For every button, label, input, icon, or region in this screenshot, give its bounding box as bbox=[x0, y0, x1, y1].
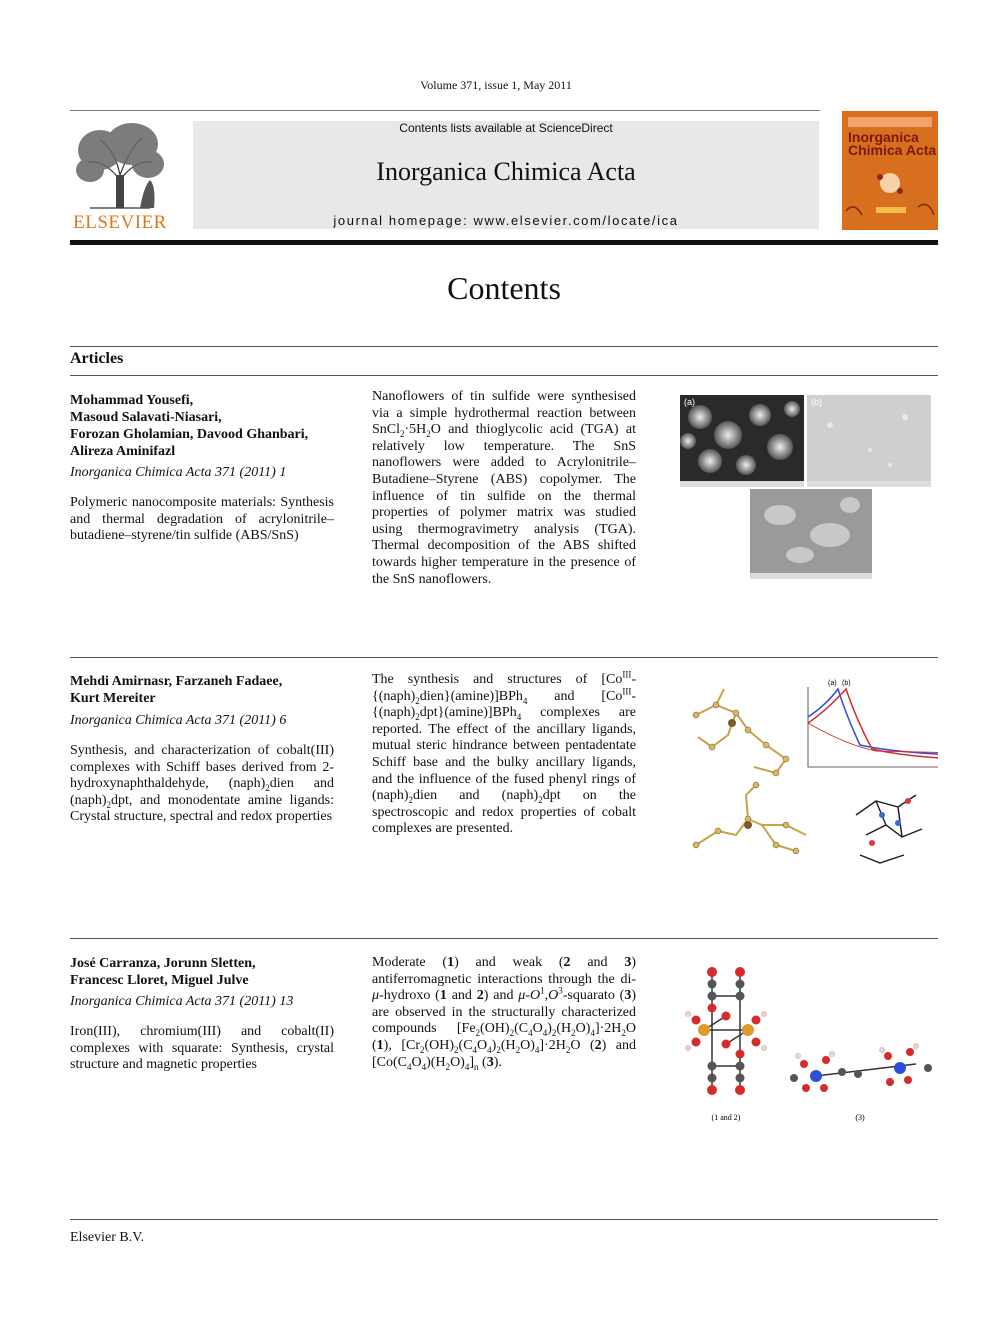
section-rule-top bbox=[70, 346, 938, 347]
author-line: José Carranza, Jorunn Sletten, bbox=[70, 956, 256, 971]
section-heading: Articles bbox=[70, 350, 124, 367]
article-1-title[interactable]: Polymeric nanocomposite materials: Synthesis and thermal degradation of acrylonitrile–butadiene–styrene/tin sulfide (ABS/SnS) bbox=[70, 495, 334, 544]
article-2-graphical-abstract bbox=[676, 675, 938, 885]
article-3-authors bbox=[70, 955, 340, 989]
fig-label-a: (a) bbox=[684, 397, 695, 407]
contents-available-link[interactable]: Contents lists available at ScienceDirect bbox=[399, 121, 613, 135]
squarato-structures bbox=[676, 960, 938, 1140]
article-1-graphical-abstract bbox=[680, 395, 932, 585]
cover-graphic bbox=[842, 111, 938, 230]
article-separator bbox=[70, 938, 938, 939]
article-2-authors bbox=[70, 673, 340, 707]
author-line: Kurt Mereiter bbox=[70, 691, 156, 706]
author-line: Alireza Aminifazl bbox=[70, 444, 176, 459]
author-line: Forozan Gholamian, Davood Ghanbari, bbox=[70, 427, 309, 442]
author-line: Francesc Lloret, Miguel Julve bbox=[70, 973, 249, 988]
author-line: Masoud Salavati-Niasari, bbox=[70, 410, 222, 425]
crystal-structures-and-cv bbox=[676, 675, 938, 885]
journal-homepage[interactable]: journal homepage: www.elsevier.com/locate/ica bbox=[333, 213, 679, 228]
journal-name: Inorganica Chimica Acta bbox=[376, 157, 636, 186]
header-rule bbox=[70, 110, 820, 111]
article-1-abstract: Nanoflowers of tin sulfide were synthesised via a simple hydrothermal reaction between $SnCl_2\cdot 5H_2O$ and thioglycolic acid (TGA) at relatively low temperature. The SnS nanoflowers were added to Acrylonitrile–Butadiene–Styrene (ABS) copolymer. The influence of tin sulfide on the thermal properties of polymer matrix was studied using thermogravimetry analysis (TGA). Thermal decomposition of the ABS shifted towards higher temperature in the presence of the SnS nanoflowers. bbox=[372, 389, 636, 587]
article-3-graphical-abstract bbox=[676, 960, 938, 1140]
cv-label-a: (a) bbox=[828, 680, 837, 687]
article-3-abstract: Moderate (1) and weak (2 and 3) antiferromagnetic interactions through the di-μ-hydroxo (1 and 2) and $\mu-O^1,O^3$-squarato (3) are observed in the structurally characterized compounds $[Fe_2(OH)_2(C_4O_4)_2(H_2O)_4]\cdot 2H_2O$ (1), $[Cr_2(OH)_2(C_4O_4)_2(H_2O)_4]\cdot 2H_2O$ (2) and $[Co(C_4O_4)(H_2O)_4]_n$ (3). bbox=[372, 955, 636, 1072]
elsevier-wordmark: ELSEVIER bbox=[73, 212, 167, 233]
fig-label-b: (b) bbox=[811, 397, 822, 407]
cv-label-b: (b) bbox=[842, 680, 851, 687]
article-1-citation[interactable]: Inorganica Chimica Acta 371 (2011) 1 bbox=[70, 465, 287, 480]
author-line: Mohammad Yousefi, bbox=[70, 393, 194, 408]
footer-rule bbox=[70, 1219, 938, 1220]
article-1-authors bbox=[70, 392, 340, 460]
header-thick-rule bbox=[70, 240, 938, 245]
author-line: Mehdi Amirnasr, Farzaneh Fadaee, bbox=[70, 674, 283, 689]
article-2-abstract: The synthesis and structures of $[Co^{III}-\{(naph)_2dien\}(amine)]BPh_4$ and $[Co^{III}-\{(naph)_2dpt\}(amine)]BPh_4$ complexes are reported. The effect of the ancillary ligands, mutual steric hindrance between pentadentate Schiff base and the bulky ancillary ligands, and the influence of the fused phenyl rings of $(naph)_2dien$ and $(naph)_2dpt$ on the spectroscopic and redox properties of cobalt complexes are presented. bbox=[372, 669, 636, 837]
section-rule-bottom bbox=[70, 375, 938, 376]
article-3-citation[interactable]: Inorganica Chimica Acta 371 (2011) 13 bbox=[70, 994, 294, 1009]
page-title: Contents bbox=[447, 270, 561, 306]
article-separator bbox=[70, 657, 938, 658]
sem-images bbox=[680, 395, 932, 585]
footer-publisher: Elsevier B.V. bbox=[70, 1230, 145, 1245]
cover-title: Inorganica Chimica Acta bbox=[848, 129, 937, 158]
article-2-title[interactable]: Synthesis, and characterization of cobalt(III) complexes with Schiff bases derived from 2-hydroxynaphthaldehyde, $(naph)_2dien$ and $(naph)_2dpt$, and monodentate amine ligands: Crystal structure, spectral and redox properties bbox=[70, 743, 334, 825]
structure-label-1-2: (1 and 2) bbox=[711, 1113, 741, 1122]
article-3-title[interactable]: Iron(III), chromium(III) and cobalt(II) complexes with squarate: Synthesis, crystal structure and magnetic properties bbox=[70, 1024, 334, 1073]
journal-cover-thumbnail[interactable] bbox=[842, 111, 938, 230]
structure-label-3: (3) bbox=[855, 1113, 865, 1122]
volume-info: Volume 371, issue 1, May 2011 bbox=[420, 78, 572, 92]
article-2-citation[interactable]: Inorganica Chimica Acta 371 (2011) 6 bbox=[70, 713, 287, 728]
